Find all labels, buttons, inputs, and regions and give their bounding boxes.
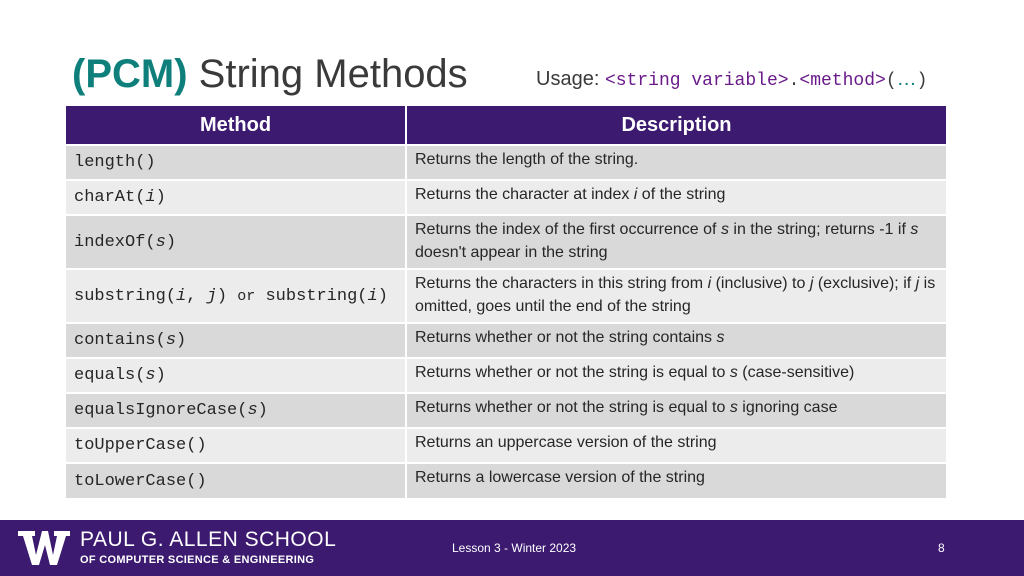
usage-var: <string variable> (604, 71, 789, 91)
description-text: s (716, 329, 725, 346)
description-text: Returns a lowercase version of the string (415, 469, 705, 486)
method-cell (66, 463, 406, 498)
usage-ellipsis: … (896, 68, 917, 90)
method-text: substring( (255, 286, 368, 306)
method-cell (66, 269, 406, 323)
description-text: j (915, 275, 920, 292)
method-text: substring( (74, 286, 177, 306)
method-text: toUpperCase() (74, 436, 207, 455)
table-row (66, 428, 946, 463)
method-text: equalsIgnoreCase( (74, 401, 248, 420)
method-text: equals( (74, 366, 146, 385)
description-text: Returns whether or not the string contains (415, 329, 717, 346)
title-text: String Methods (198, 52, 468, 96)
method-text: toLowerCase() (74, 471, 207, 491)
description-text: of the string (637, 186, 726, 203)
lesson-label: Lesson 3 - Winter 2023 (452, 541, 577, 555)
description-cell (406, 215, 946, 269)
method-text: indexOf( (74, 232, 156, 252)
description-cell (406, 463, 946, 498)
method-text: ) (176, 331, 187, 350)
description-cell (406, 428, 946, 463)
method-text: ) (377, 286, 388, 306)
method-text: contains( (74, 331, 166, 350)
method-text: or (237, 287, 256, 305)
method-cell (66, 393, 406, 428)
description-text: Returns an uppercase version of the string (415, 434, 717, 451)
method-text: i (176, 286, 187, 306)
table-row (66, 215, 946, 269)
method-cell (66, 428, 406, 463)
description-text: j (809, 275, 814, 292)
header-description: Description (406, 106, 946, 145)
method-cell (66, 358, 406, 393)
method-cell (66, 323, 406, 358)
method-text: , (186, 286, 207, 306)
description-cell (406, 145, 946, 180)
description-text: s (720, 221, 729, 238)
school-subtitle: OF COMPUTER SCIENCE & ENGINEERING (80, 554, 315, 566)
description-text: s (910, 221, 919, 238)
method-text: ) (155, 366, 166, 385)
table-row (66, 358, 946, 393)
usage-open: ( (885, 71, 897, 91)
description-text: is omitted, goes until the end of the string (415, 275, 936, 315)
description-text: (case-sensitive) (737, 364, 855, 381)
description-text: Returns whether or not the string is equal to (415, 399, 730, 416)
description-cell (406, 393, 946, 428)
method-text: s (165, 331, 177, 350)
method-text: charAt( (74, 188, 146, 207)
method-text: ) (216, 286, 238, 306)
footer-bar (0, 520, 1024, 576)
slide-title (72, 50, 468, 98)
table-header-row (66, 106, 946, 145)
usage-line (536, 66, 927, 94)
table-row (66, 393, 946, 428)
description-text: Returns whether or not the string is equal to (415, 364, 730, 381)
description-cell (406, 323, 946, 358)
method-text: s (145, 366, 156, 385)
description-text: (exclusive); if (813, 275, 916, 292)
description-text: s (729, 399, 738, 416)
method-text: ) (155, 188, 166, 207)
uw-w-logo-icon (18, 529, 70, 567)
description-text: i (707, 275, 712, 292)
table-row (66, 180, 946, 215)
header-method: Method (66, 106, 406, 145)
description-cell (406, 358, 946, 393)
description-text: Returns the characters in this string from (415, 275, 708, 292)
description-text: Returns the index of the first occurrence of (415, 221, 721, 238)
usage-close: ) (916, 71, 928, 91)
description-text: s (729, 364, 738, 381)
method-text: j (206, 286, 217, 306)
description-cell (406, 269, 946, 323)
description-text: Returns the character at index (415, 186, 634, 203)
description-text: ignoring case (737, 399, 838, 416)
description-text: doesn't appear in the string (415, 244, 608, 261)
usage-dot: . (788, 71, 800, 91)
method-cell (66, 215, 406, 269)
string-methods-table (66, 106, 946, 498)
method-text: s (247, 401, 258, 420)
method-cell (66, 180, 406, 215)
table-row (66, 269, 946, 323)
description-text: i (633, 186, 638, 203)
method-text: i (145, 188, 156, 207)
table-body (66, 145, 946, 498)
method-text: ) (165, 232, 177, 252)
school-name: PAUL G. ALLEN SCHOOL (80, 528, 337, 551)
usage-label: Usage: (536, 68, 605, 90)
method-cell (66, 145, 406, 180)
title-prefix: (PCM) (72, 52, 188, 96)
description-text: in the string; returns -1 if (728, 221, 911, 238)
table-row (66, 463, 946, 498)
description-text: Returns the length of the string. (415, 151, 639, 168)
method-text: length() (74, 153, 156, 172)
table-row (66, 145, 946, 180)
description-cell (406, 180, 946, 215)
method-text: i (367, 286, 378, 306)
usage-method: <method> (799, 71, 886, 91)
page-number: 8 (938, 541, 945, 555)
method-text: ) (257, 401, 268, 420)
method-text: s (155, 232, 166, 252)
table-row (66, 323, 946, 358)
description-text: (inclusive) to (711, 275, 810, 292)
